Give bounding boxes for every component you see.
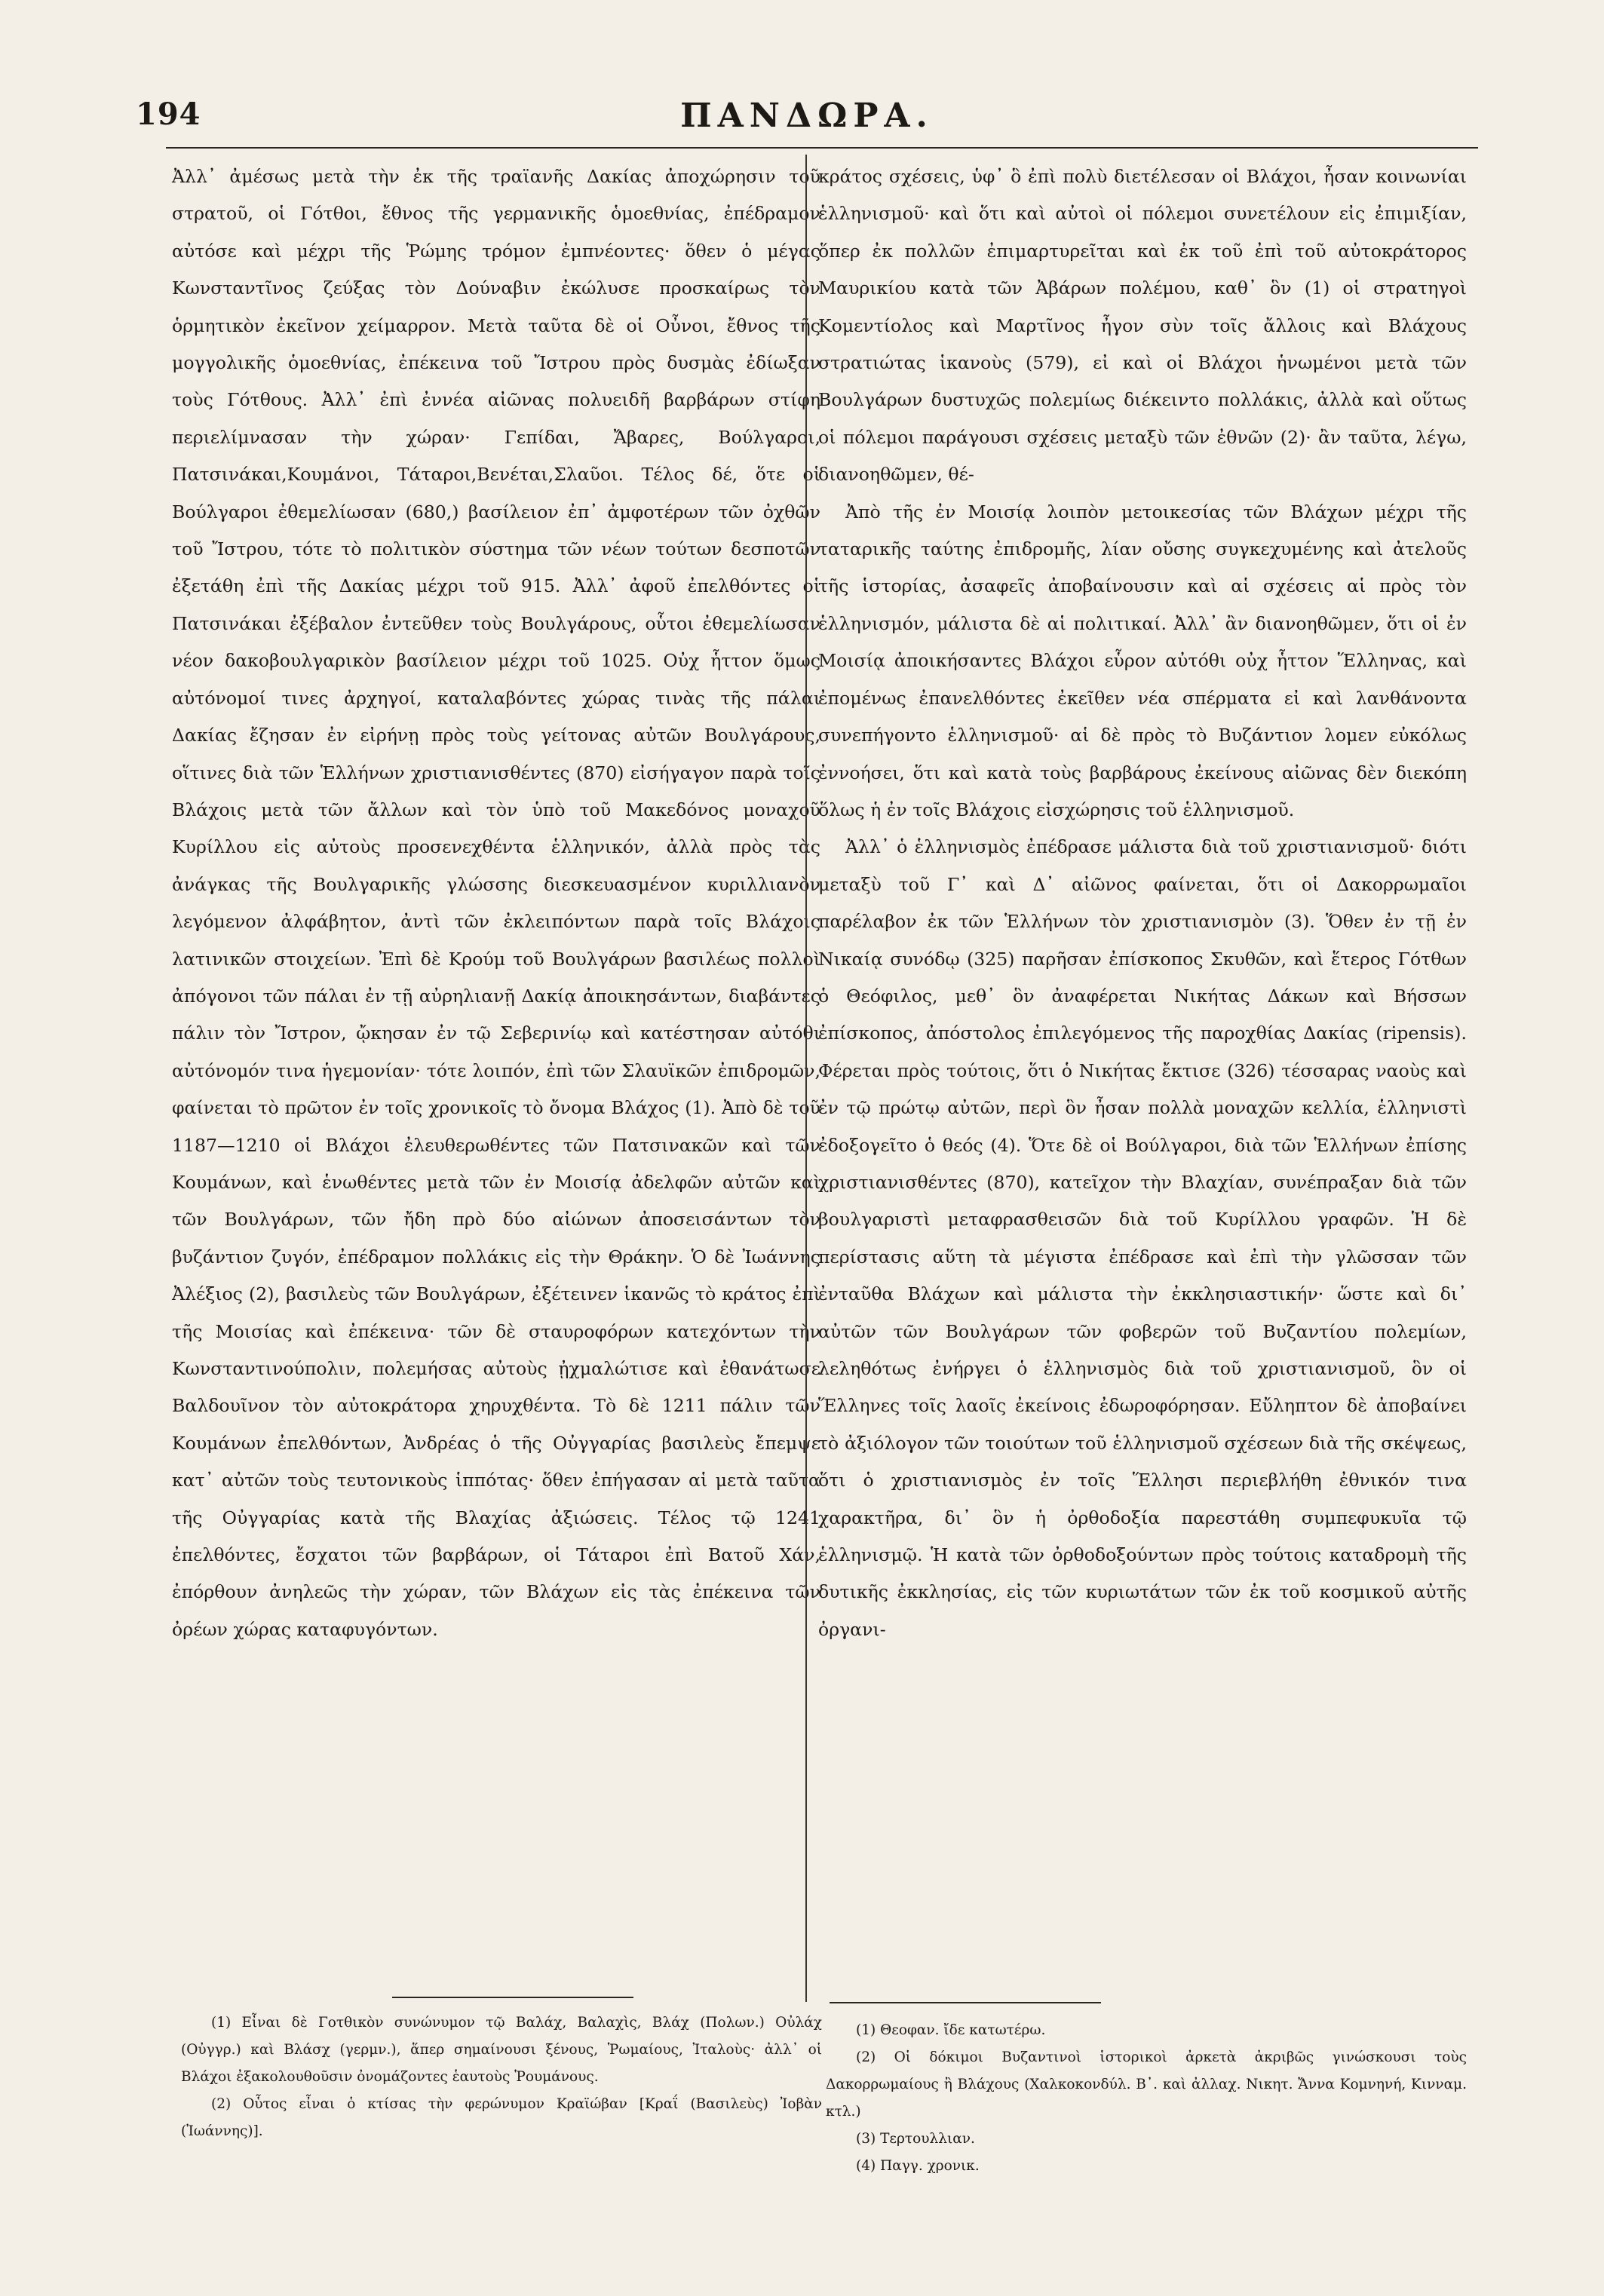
page-header — [136, 97, 1478, 149]
footnote: (3) Τερτουλλιαν. — [856, 2131, 975, 2147]
column-divider — [805, 155, 807, 2002]
right-paragraph-3: Ἀλλ᾽ ὁ ἑλληνισμὸς ἐπέδρασε μάλιστα διὰ τοῦ χριστιανισμοῦ· διότι μεταξὺ τοῦ Γ᾽ καὶ Δ᾽ αἰῶνος φαίνεται, ὅτι οἱ Δακορρωμαῖοι παρέλαβον ἐκ τῶν Ἑλλήνων τὸν χριστιανισμὸν (3). Ὅθεν ἐν τῇ ἐν Νικαίᾳ συνόδῳ (325) παρῆσαν ἐπίσκοπος Σκυθῶν, καὶ ἕτερος Γότθων ὁ Θεόφιλος, μεθ᾽ ὃν ἀναφέρεται Νικήτας Δάκων καὶ Βήσσων ἐπίσκοπος, ἀπόστολος ἐπιλεγόμενος τῆς παροχθίας Δακίας (ripensis). Φέρεται πρὸς τούτοις, ὅτι ὁ Νικήτας ἔκτισε (326) τέσσαρας ναοὺς καὶ ἐν τῷ πρώτῳ αὐτῶν, περὶ ὃν ἦσαν πολλὰ μοναχῶν κελλία, ἑλληνιστὶ ἐδοξογεῖτο ὁ θεός (4). Ὅτε δὲ οἱ Βούλγαροι, διὰ τῶν Ἑλλήνων ἐπίσης χριστιανισθέντες (870), κατεῖχον τὴν Βλαχίαν, συνέπραξαν διὰ τῶν βουλγαριστὶ μεταφρασθεισῶν διὰ τοῦ Κυρίλλου γραφῶν. Ἡ δὲ περίστασις αὕτη τὰ μέγιστα ἐπέδρασε καὶ ἐπὶ τὴν γλῶσσαν τῶν ἐνταῦθα Βλάχων καὶ μάλιστα τὴν ἐκκλησιαστικήν· ὥστε καὶ δι᾽ αὐτῶν τῶν Βουλγάρων τῶν φοβερῶν τοῦ Βυζαντίου πολεμίων, λεληθότως ἐνήργει ὁ ἑλληνισμὸς διὰ τοῦ χριστιανισμοῦ, ὃν οἱ Ἕλληνες τοῖς λαοῖς ἐκείνοις ἐδωροφόρησαν. Εὔληπτον δὲ ἀποβαίνει τὸ ἀξιόλογον τῶν τοιούτων τοῦ ἑλληνισμοῦ σχέσεων διὰ τῆς σκέψεως, ὅτι ὁ χριστιανισμὸς ἐν τοῖς Ἕλλησι περιεβλήθη ἐθνικόν τινα χαρακτῆρα, δι᾽ ὃν ἡ ὀρθοδοξία παρεστάθη συμπεφυκυῖα τῷ ἑλληνισμῷ. Ἡ κατὰ τῶν ὀρθοδοξούντων πρὸς τούτοις καταδρομὴ τῆς δυτικῆς ἐκκλησίας, εἰς τῶν κυριωτάτων τῶν ἐκ τοῦ κοσμικοῦ αὐτῆς ὀργανι- — [818, 836, 1467, 1640]
footnote-rule-left — [392, 1997, 633, 1998]
footnote-rule-right — [830, 2002, 1101, 2003]
right-paragraph-2: Ἀπὸ τῆς ἐν Μοισίᾳ λοιπὸν μετοικεσίας τῶν Βλάχων μέχρι τῆς ταταρικῆς ταύτης ἐπιδρομῆς, λίαν οὔσης συγκεχυμένης καὶ ἀτελοῦς τῆς ἱστορίας, ἀσαφεῖς ἀποβαίνουσιν καὶ αἱ σχέσεις αἱ πρὸς τὸν ἑλληνισμόν, μάλιστα δὲ αἱ πολιτικαί. Ἀλλ᾽ ἂν διανοηθῶμεν, ὅτι οἱ ἐν Μοισίᾳ ἀποικήσαντες Βλάχοι εὗρον αὐτόθι οὐχ ἧττον Ἕλληνας, καὶ ἐπομένως ἐπανελθόντες ἐκεῖθεν νέα σπέρματα εἰ καὶ λανθάνοντα συνεπήγοντο ἑλληνισμοῦ· αἱ δὲ πρὸς τὸ Βυζάντιον λομεν εὐκόλως ἐννοήσει, ὅτι καὶ κατὰ τοὺς βαρβάρους ἐκείνους αἰῶνας δὲν διεκόπη ὅλως ἡ ἐν τοῖς Βλάχοις εἰσχώρησις τοῦ ἑλληνισμοῦ. — [818, 501, 1467, 820]
page-number: 194 — [136, 97, 201, 132]
right-column — [818, 158, 1467, 1648]
footnote: (4) Παγγ. χρονικ. — [856, 2158, 980, 2174]
journal-title: ΠΑΝΔΩΡΑ. — [680, 97, 934, 135]
footnote: (1) Θεοφαν. ἴδε κατωτέρω. — [856, 2022, 1046, 2038]
footnote: (1) Εἶναι δὲ Γοτθικὸν συνώνυμον τῷ Βαλάχ, Βαλαχὶς, Βλάχ (Πολων.) Οὐλάχ (Οὐγγρ.) καὶ Βλάσχ (γερμν.), ἅπερ σημαίνουσι ξένους, Ῥωμαίους, Ἰταλοὺς· ἀλλ᾽ οἱ Βλάχοι ἐξακολουθοῦσιν ὀνομάζοντες ἑαυτοὺς Ῥουμάνους. — [181, 2015, 822, 2085]
header-rule — [166, 147, 1478, 149]
left-column — [172, 158, 820, 1648]
left-paragraph-1: Ἀλλ᾽ ἀμέσως μετὰ τὴν ἐκ τῆς τραϊανῆς Δακίας ἀποχώρησιν τοῦ στρατοῦ, οἱ Γότθοι, ἔθνος τῆς γερμανικῆς ὁμοεθνίας, ἐπέδραμον αὐτόσε καὶ μέχρι τῆς Ῥώμης τρόμον ἐμπνέοντες· ὅθεν ὁ μέγας Κωνσταντῖνος ζεύξας τὸν Δούναβιν ἐκώλυσε προσκαίρως τὸν ὁρμητικὸν ἐκεῖνον χείμαρρον. Μετὰ ταῦτα δὲ οἱ Οὖνοι, ἔθνος τῆς μογγολικῆς ὁμοεθνίας, ἐπέκεινα τοῦ Ἴστρου πρὸς δυσμὰς ἐδίωξαν τοὺς Γότθους. Ἀλλ᾽ ἐπὶ ἐννέα αἰῶνας πολυειδῆ βαρβάρων στίφη περιελίμνασαν τὴν χώραν· Γεπίδαι, Ἄβαρες, Βούλγαροι, Πατσινάκαι,Κουμάνοι, Τάταροι,Βενέται,Σλαῦοι. Τέλος δέ, ὅτε οἱ Βούλγαροι ἐθεμελίωσαν (680,) βασίλειον ἐπ᾽ ἀμφοτέρων τῶν ὀχθῶν τοῦ Ἴστρου, τότε τὸ πολιτικὸν σύστημα τῶν νέων τούτων δεσποτῶν ἐξετάθη ἐπὶ τῆς Δακίας μέχρι τοῦ 915. Ἀλλ᾽ ἀφοῦ ἐπελθόντες οἱ Πατσινάκαι ἐξέβαλον ἐντεῦθεν τοὺς Βουλγάρους, οὗτοι ἐθεμελίωσαν νέον δακοβουλγαρικὸν βασίλειον μέχρι τοῦ 1025. Οὐχ ἧττον ὅμως αὐτόνομοί τινες ἀρχηγοί, καταλαβόντες χώρας τινὰς τῆς πάλαι Δακίας ἔζησαν ἐν εἰρήνῃ πρὸς τοὺς γείτονας αὐτῶν Βουλγάρους, οἵτινες διὰ τῶν Ἑλλήνων χριστιανισθέντες (870) εἰσήγαγον παρὰ τοῖς Βλάχοις μετὰ τῶν ἄλλων καὶ τὸν ὑπὸ τοῦ Μακεδόνος μοναχοῦ Κυρίλλου εἰς αὐτοὺς προσενεχθέντα ἑλληνικόν, ἀλλὰ πρὸς τὰς ἀνάγκας τῆς Βουλγαρικῆς γλώσσης διεσκευασμένον κυριλλιανὸν λεγόμενον ἀλφάβητον, ἀντὶ τῶν ἐκλειπόντων παρὰ τοῖς Βλάχοις λατινικῶν στοιχείων. Ἐπὶ δὲ Κρούμ τοῦ Βουλγάρων βασιλέως πολλοὶ ἀπόγονοι τῶν πάλαι ἐν τῇ αὐρηλιανῇ Δακίᾳ ἀποικησάντων, διαβάντες πάλιν τὸν Ἴστρον, ᾤκησαν ἐν τῷ Σεβερινίῳ καὶ κατέστησαν αὐτόθι αὐτόνομόν τινα ἡγεμονίαν· τότε λοιπόν, ἐπὶ τῶν Σλαυϊκῶν ἐπιδρομῶν, φαίνεται τὸ πρῶτον ἐν τοῖς χρονικοῖς τὸ ὄνομα Βλάχος (1). Ἀπὸ δὲ τοῦ 1187—1210 οἱ Βλάχοι ἐλευθερωθέντες τῶν Πατσινακῶν καὶ τῶν Κουμάνων, καὶ ἑνωθέντες μετὰ τῶν ἐν Μοισίᾳ ἀδελφῶν αὐτῶν καὶ τῶν Βουλγάρων, τῶν ἤδη πρὸ δύο αἰώνων ἀποσεισάντων τὸν βυζάντιον ζυγόν, ἐπέδραμον πολλάκις εἰς τὴν Θράκην. Ὁ δὲ Ἰωάννης Ἀλέξιος (2), βασιλεὺς τῶν Βουλγάρων, ἐξέτεινεν ἱκανῶς τὸ κράτος ἐπὶ τῆς Μοισίας καὶ ἐπέκεινα· τῶν δὲ σταυροφόρων κατεχόντων τὴν Κωνσταντινούπολιν, πολεμήσας αὐτοὺς ᾐχμαλώτισε καὶ ἐθανάτωσε Βαλδουῖνον τὸν αὐτοκράτορα χηρυχθέντα. Τὸ δὲ 1211 πάλιν τῶν Κουμάνων ἐπελθόντων, Ἀνδρέας ὁ τῆς Οὐγγαρίας βασιλεὺς ἔπεμψε κατ᾽ αὐτῶν τοὺς τευτονικοὺς ἱππότας· ὅθεν ἐπήγασαν αἱ μετὰ ταῦτα τῆς Οὐγγαρίας κατὰ τῆς Βλαχίας ἀξιώσεις. Τέλος τῷ 1241 ἐπελθόντες, ἔσχατοι τῶν βαρβάρων, οἱ Τάταροι ἐπὶ Βατοῦ Χάν, ἐπόρθουν ἀνηλεῶς τὴν χώραν, τῶν Βλάχων εἰς τὰς ἐπέκεινα τῶν ὀρέων χώρας καταφυγόντων. — [172, 166, 820, 1640]
footnotes-left — [181, 2009, 822, 2145]
right-paragraph-1: κράτος σχέσεις, ὑφ᾽ ὃ ἐπὶ πολὺ διετέλεσαν οἱ Βλάχοι, ἦσαν κοινωνίαι ἑλληνισμοῦ· καὶ ὅτι καὶ αὐτοὶ οἱ πόλεμοι συνετέλουν εἰς ἐπιμιξίαν, ὅπερ ἐκ πολλῶν ἐπιμαρτυρεῖται καὶ ἐκ τοῦ ἐπὶ τοῦ αὐτοκράτορος Μαυρικίου κατὰ τῶν Ἀβάρων πολέμου, καθ᾽ ὃν (1) οἱ στρατηγοὶ Κομεντίολος καὶ Μαρτῖνος ἦγον σὺν τοῖς ἄλλοις καὶ Βλάχους στρατιώτας ἱκανοὺς (579), εἰ καὶ οἱ Βλάχοι ἡνωμένοι μετὰ τῶν Βουλγάρων δυστυχῶς πολεμίως διέκειντο πολλάκις, ἀλλὰ καὶ οὕτως οἱ πόλεμοι παράγουσι σχέσεις μεταξὺ τῶν ἐθνῶν (2)· ἂν ταῦτα, λέγω, διανοηθῶμεν, θέ- — [818, 166, 1467, 486]
footnote: (2) Οἱ δόκιμοι Βυζαντινοὶ ἱστορικοὶ ἀρκετὰ ἀκριβῶς γινώσκουσι τοὺς Δακορρωμαίους ἢ Βλάχους (Χαλκοκονδύλ. Β᾽. καὶ ἀλλαχ. Νικητ. Ἄννα Κομνηνή, Κινναμ. κτλ.) — [826, 2049, 1467, 2120]
footnote: (2) Οὗτος εἶναι ὁ κτίσας τὴν φερώνυμον Κραϊώβαν [Κραΐ (Βασιλεὺς) Ἰοβὰν (Ἰωάννης)]. — [181, 2096, 822, 2139]
footnotes-right — [826, 2017, 1467, 2180]
